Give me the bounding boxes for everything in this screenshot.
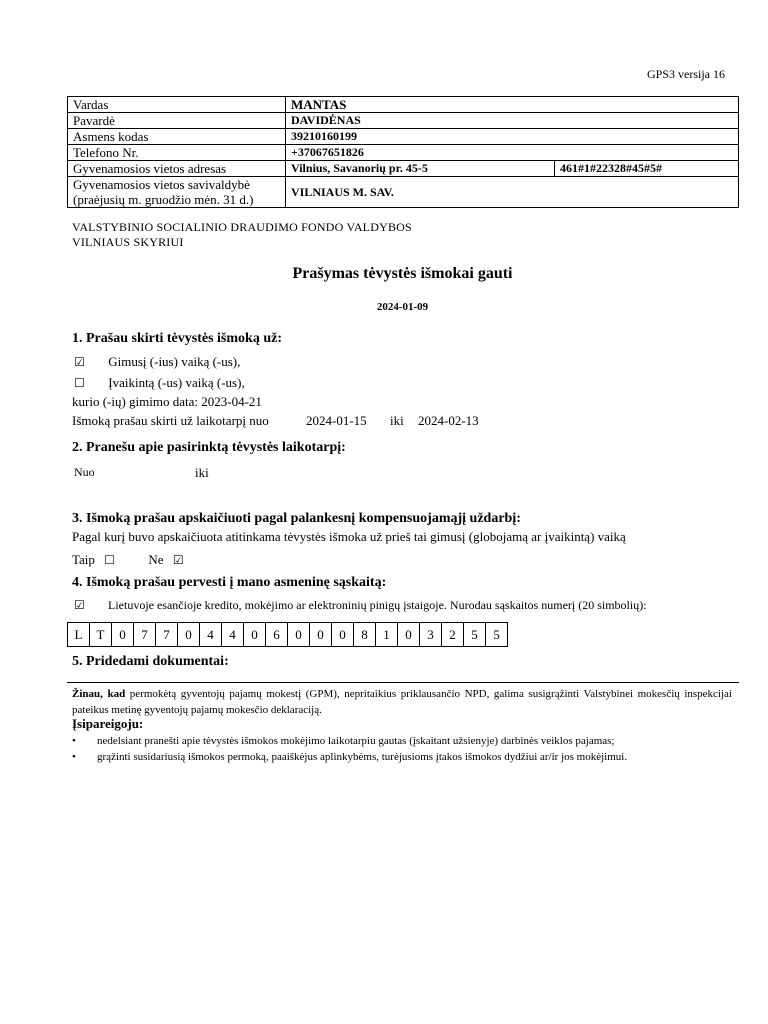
- section-divider: [67, 682, 739, 683]
- account-digit: 0: [310, 623, 332, 647]
- account-digit: 4: [200, 623, 222, 647]
- account-digit: 0: [112, 623, 134, 647]
- section-3-heading: 3. Išmoką prašau apskaičiuoti pagal palankesnį kompensuojamąjį uždarbį:: [72, 511, 521, 526]
- period-to: 2024-02-13: [418, 413, 479, 428]
- account-digit: L: [68, 623, 90, 647]
- account-digit: 0: [332, 623, 354, 647]
- personal-code-value: 39210160199: [286, 129, 739, 145]
- document-title: Prašymas tėvystės išmokai gauti: [292, 265, 513, 282]
- bank-account-text: Lietuvoje esančioje kredito, mokėjimo ar elektroninių pinigų įstaigoje. Nurodau sąskaitos numerį (20 simbolių):: [108, 598, 647, 612]
- institution-line-2: VILNIAUS SKYRIUI: [72, 235, 184, 249]
- period-from: 2024-01-15: [306, 413, 367, 428]
- address-label: Gyvenamosios vietos adresas: [68, 161, 286, 177]
- phone-label: Telefono Nr.: [68, 145, 286, 161]
- checkbox-yes[interactable]: ☐: [104, 553, 115, 567]
- name-label: Vardas: [68, 97, 286, 113]
- obligation-text-1: nedelsiant pranešti apie tėvystės išmokos mokėjimo laikotarpiu gautas (įskaitant užsienyje) darbinės veiklos pajamas;: [97, 735, 615, 747]
- municipality-label: [68, 177, 286, 208]
- adopted-child-option: [74, 375, 245, 391]
- compensation-yes-no: [72, 552, 184, 568]
- account-digit: 3: [420, 623, 442, 647]
- account-digit: 0: [244, 623, 266, 647]
- phone-value: +37067651826: [286, 145, 739, 161]
- checkbox-bank[interactable]: ☑: [74, 598, 85, 612]
- name-value: MANTAS: [286, 97, 739, 113]
- account-digit: 4: [222, 623, 244, 647]
- municipality-label-line1: Gyvenamosios vietos savivaldybė: [73, 177, 250, 192]
- yes-label: Taip: [72, 552, 95, 567]
- section-1-heading: 1. Prašau skirti tėvystės išmoką už:: [72, 331, 282, 346]
- notice-text: permokėtą gyventojų pajamų mokestį (GPM), nepritaikius priklausančio NPD, galima susigrąžinti Valstybinei mokesčių inspekcijai pateikus metinę gyventojų pajamų mokesčio deklaraciją.: [72, 688, 732, 716]
- born-child-label: Gimusį (-ius) vaiką (-us),: [108, 354, 241, 369]
- no-label: Ne: [148, 552, 164, 567]
- personal-code-label: Asmens kodas: [68, 129, 286, 145]
- account-number-boxes[interactable]: [67, 622, 508, 647]
- obligation-text-2: grąžinti susidariusią išmokos permoką, paaiškėjus aplinkybėms, turėjusioms įtakos išmokos dydžiui ar/ir jos mokėjimui.: [97, 751, 628, 763]
- surname-label: Pavardė: [68, 113, 286, 129]
- checkbox-born[interactable]: ☑: [74, 355, 85, 369]
- checkbox-no[interactable]: ☑: [172, 553, 184, 567]
- notice-lead: Žinau, kad: [72, 688, 126, 700]
- section-2-heading: 2. Pranešu apie pasirinktą tėvystės laikotarpį:: [72, 440, 346, 455]
- chosen-period-from-label: Nuo: [74, 465, 95, 479]
- form-version: GPS3 versija 16: [647, 67, 725, 81]
- checkbox-adopted[interactable]: ☐: [74, 376, 85, 390]
- gpm-notice: [72, 686, 732, 718]
- institution-line-1: VALSTYBINIO SOCIALINIO DRAUDIMO FONDO VALDYBOS: [72, 220, 412, 234]
- obligations-heading: Įsipareigoju:: [72, 716, 144, 731]
- account-digit: 0: [288, 623, 310, 647]
- account-digit: 2: [442, 623, 464, 647]
- account-digit: 7: [156, 623, 178, 647]
- section-4-heading: 4. Išmoką prašau pervesti į mano asmeninę sąskaitą:: [72, 575, 387, 590]
- municipality-label-line2: (praėjusių m. gruodžio mėn. 31 d.): [73, 192, 254, 207]
- period-label: Išmoką prašau skirti už laikotarpį nuo: [72, 413, 269, 428]
- bank-account-option: [74, 598, 647, 613]
- account-digit: 0: [178, 623, 200, 647]
- surname-value: DAVIDĖNAS: [286, 113, 739, 129]
- account-digit: T: [90, 623, 112, 647]
- account-digit: 5: [486, 623, 508, 647]
- account-digit: 1: [376, 623, 398, 647]
- account-digit: 6: [266, 623, 288, 647]
- account-digit: 5: [464, 623, 486, 647]
- bullet-icon: •: [72, 751, 76, 763]
- section-5-heading: 5. Pridedami dokumentai:: [72, 654, 229, 669]
- document-date: 2024-01-09: [376, 301, 429, 313]
- period-to-label: iki: [390, 413, 404, 428]
- address-value: Vilnius, Savanorių pr. 45-5: [286, 161, 555, 177]
- obligation-item: [72, 751, 627, 763]
- obligation-item: [72, 735, 614, 747]
- municipality-value: VILNIAUS M. SAV.: [286, 177, 739, 208]
- account-digit: 0: [398, 623, 420, 647]
- account-digit: 8: [354, 623, 376, 647]
- account-digit: 7: [134, 623, 156, 647]
- address-code-value: 461#1#22328#45#5#: [555, 161, 739, 177]
- birth-date-line: kurio (-ių) gimimo data: 2023-04-21: [72, 394, 262, 409]
- section-3-text: Pagal kurį buvo apskaičiuota atitinkama tėvystės išmoka už prieš tai gimusį (globojamą ar įvaikintą) vaiką: [72, 529, 626, 544]
- personal-info-table: [67, 96, 739, 208]
- born-child-option: [74, 354, 240, 370]
- bullet-icon: •: [72, 735, 76, 747]
- adopted-child-label: Įvaikintą (-us) vaiką (-us),: [108, 375, 245, 390]
- chosen-period-to-label: iki: [195, 465, 209, 480]
